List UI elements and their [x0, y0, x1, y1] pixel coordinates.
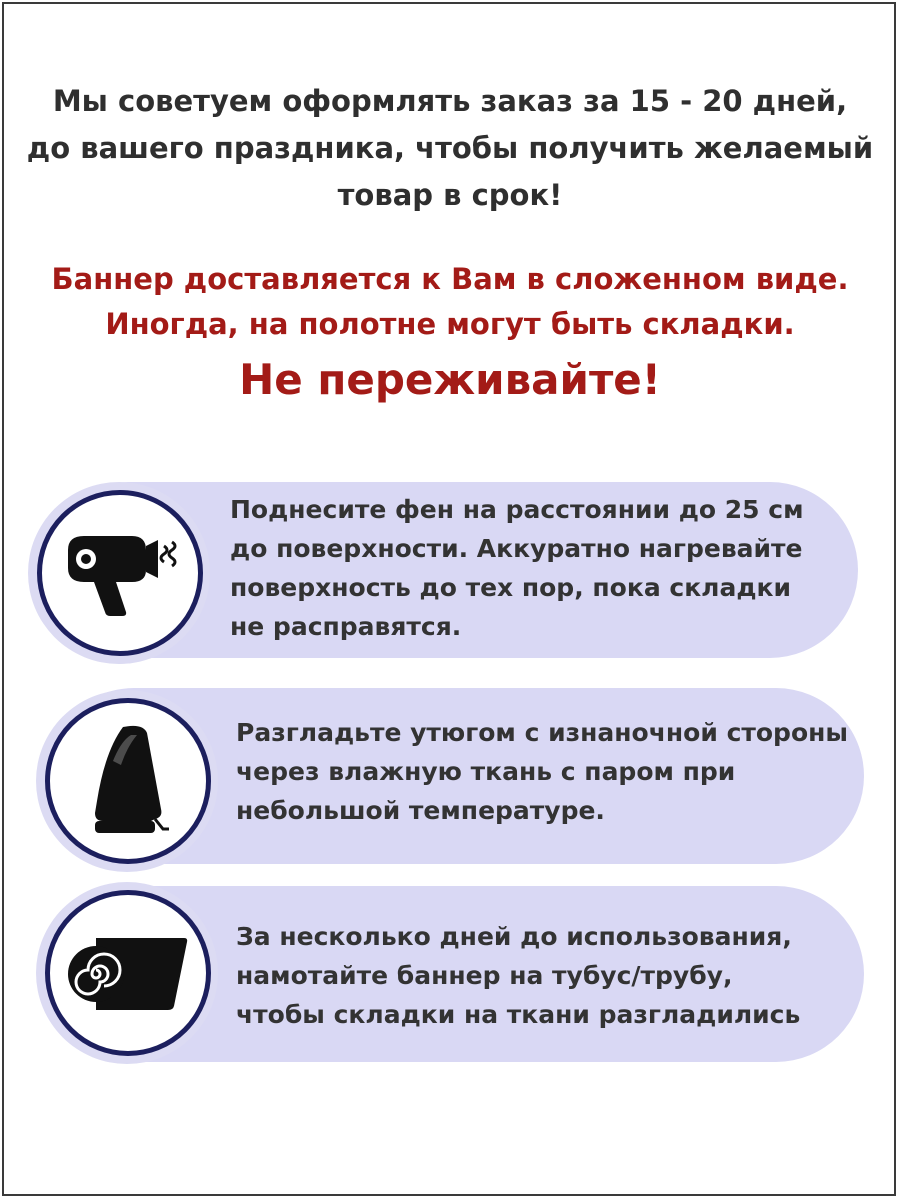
tip-1-line-2: до поверхности. Аккуратно нагревайте [230, 534, 803, 563]
intro-text [0, 78, 900, 219]
intro-line-2: до вашего праздника, чтобы получить желаемый [26, 131, 874, 165]
tip-1-text [230, 490, 804, 646]
tip-3-icon-circle [45, 890, 211, 1056]
notice-headline: Не переживайте! [239, 355, 661, 404]
iron-icon [83, 721, 173, 841]
tip-3-line-2: намотайте баннер на тубус/трубу, [236, 961, 733, 990]
intro-line-3: товар в срок! [337, 178, 563, 212]
notice-text [0, 257, 900, 347]
tip-3-line-1: За несколько дней до использования, [236, 922, 792, 951]
tip-2-line-2: через влажную ткань с паром при [236, 757, 736, 786]
tip-2-text [236, 713, 848, 830]
tip-3-text [236, 917, 800, 1034]
tip-1-line-1: Поднесите фен на расстоянии до 25 см [230, 495, 804, 524]
tip-2-icon-circle [45, 698, 211, 864]
tip-3-line-3: чтобы складки на ткани разгладились [236, 1000, 801, 1029]
intro-line-1: Мы советуем оформлять заказ за 15 - 20 дней, [52, 84, 848, 118]
tip-2-line-3: небольшой температуре. [236, 796, 605, 825]
tip-1-line-4: не расправятся. [230, 612, 462, 641]
notice-line-2: Иногда, на полотне могут быть складки. [105, 307, 795, 341]
hair-dryer-icon [60, 528, 180, 618]
tip-1-line-3: поверхность до тех пор, пока складки [230, 573, 792, 602]
notice-line-1: Баннер доставляется к Вам в сложенном виде. [51, 262, 849, 296]
tip-1-icon-circle [37, 490, 203, 656]
rolled-banner-icon [66, 928, 190, 1018]
tip-2-line-1: Разгладьте утюгом с изнаночной стороны [236, 718, 848, 747]
